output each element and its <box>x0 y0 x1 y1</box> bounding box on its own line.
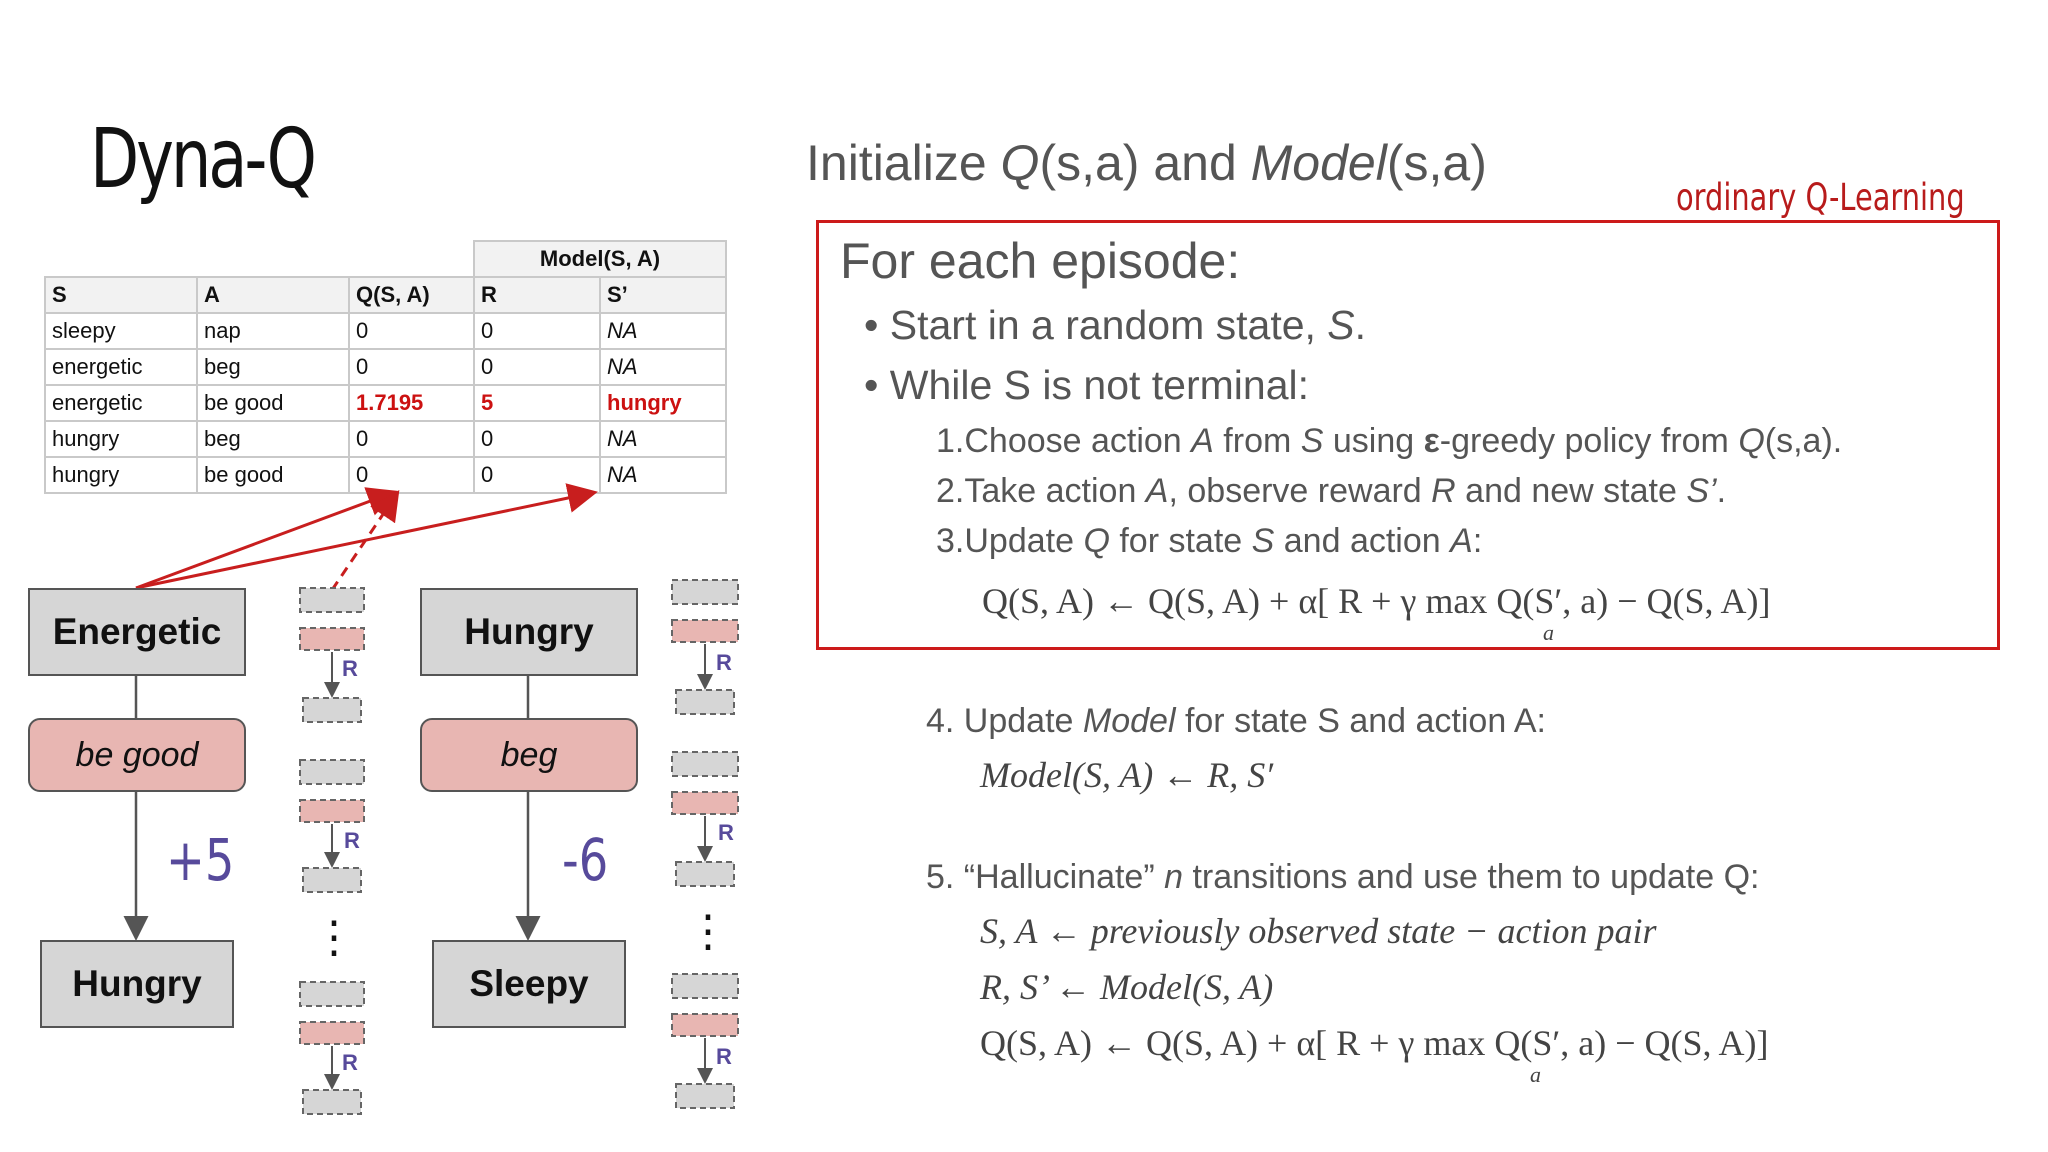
action-beg: beg <box>420 718 638 792</box>
header-s: S <box>45 277 197 313</box>
cell: nap <box>197 313 349 349</box>
cell: 0 <box>474 313 600 349</box>
cell: be good <box>197 457 349 493</box>
cell: 0 <box>349 457 474 493</box>
cell: 0 <box>474 457 600 493</box>
bullet-while-loop: • While S is not terminal: <box>864 362 1309 408</box>
hallucinate-formula-2: R, S’ ← Model(S, A) <box>980 967 1274 1007</box>
step-2: 2.Take action A, observe reward R and new state S’. <box>936 472 1727 510</box>
reward-minus-6: -6 <box>562 826 609 894</box>
header-r: R <box>474 277 600 313</box>
ellipsis-icon: ⋮ <box>312 913 356 962</box>
cell: be good <box>197 385 349 421</box>
max-subscript: a <box>1543 620 1554 645</box>
header-q: Q(S, A) <box>349 277 474 313</box>
episode-heading: For each episode: <box>840 233 1241 289</box>
reward-label: R <box>716 650 732 675</box>
cell: 0 <box>474 421 600 457</box>
ellipsis-icon: ⋮ <box>686 907 730 956</box>
cell: beg <box>197 421 349 457</box>
cell-highlight: 1.7195 <box>349 385 474 421</box>
cell: energetic <box>45 349 197 385</box>
ordinary-q-learning-label: ordinary Q-Learning <box>1676 176 1965 219</box>
model-update-formula: Model(S, A) ← R, S′ <box>980 755 1274 795</box>
step-3: 3.Update Q for state S and action A: <box>936 522 1483 560</box>
q-update-formula: Q(S, A) ← Q(S, A) + α[ R + γ max Q(S′, a) − Q(S, A)] <box>982 581 1771 621</box>
step-1: 1.Choose action A from S using ε-greedy policy from Q(s,a). <box>936 422 1843 460</box>
reward-plus-5: +5 <box>166 826 235 894</box>
state-energetic: Energetic <box>28 588 246 676</box>
slide-title: Dyna-Q <box>90 112 314 207</box>
state-hungry-next: Hungry <box>40 940 234 1028</box>
cell: hungry <box>45 457 197 493</box>
state-hungry: Hungry <box>420 588 638 676</box>
cell: NA <box>600 349 726 385</box>
step-4: 4. Update Model for state S and action A: <box>926 702 1546 740</box>
initialize-line: Initialize Q(s,a) and Model(s,a) <box>806 135 1487 191</box>
hallucinate-formula-3: Q(S, A) ← Q(S, A) + α[ R + γ max Q(S′, a) − Q(S, A)] <box>980 1023 1769 1063</box>
hallucinate-formula-1: S, A ← previously observed state − action pair <box>980 911 1657 951</box>
reward-label: R <box>342 656 358 681</box>
cell: NA <box>600 421 726 457</box>
cell-highlight: hungry <box>600 385 726 421</box>
reward-label: R <box>344 828 360 853</box>
cell: 0 <box>349 313 474 349</box>
action-be-good: be good <box>28 718 246 792</box>
cell: 0 <box>474 349 600 385</box>
arrow-to-q <box>136 493 392 588</box>
max-subscript: a <box>1530 1062 1541 1087</box>
cell: 0 <box>349 421 474 457</box>
cell: NA <box>600 457 726 493</box>
cell: sleepy <box>45 313 197 349</box>
cell: 0 <box>349 349 474 385</box>
state-sleepy: Sleepy <box>432 940 626 1028</box>
step-5: 5. “Hallucinate” n transitions and use them to update Q: <box>926 858 1760 896</box>
header-a: A <box>197 277 349 313</box>
reward-label: R <box>718 820 734 845</box>
header-s-prime: S’ <box>600 277 726 313</box>
reward-label: R <box>716 1044 732 1069</box>
cell-highlight: 5 <box>474 385 600 421</box>
cell: NA <box>600 313 726 349</box>
reward-label: R <box>342 1050 358 1075</box>
cell: beg <box>197 349 349 385</box>
bullet-start-state: • Start in a random state, S. <box>864 302 1367 348</box>
model-header: Model(S, A) <box>474 241 726 277</box>
cell: hungry <box>45 421 197 457</box>
cell: energetic <box>45 385 197 421</box>
arrow-dashed-to-q <box>332 495 396 590</box>
